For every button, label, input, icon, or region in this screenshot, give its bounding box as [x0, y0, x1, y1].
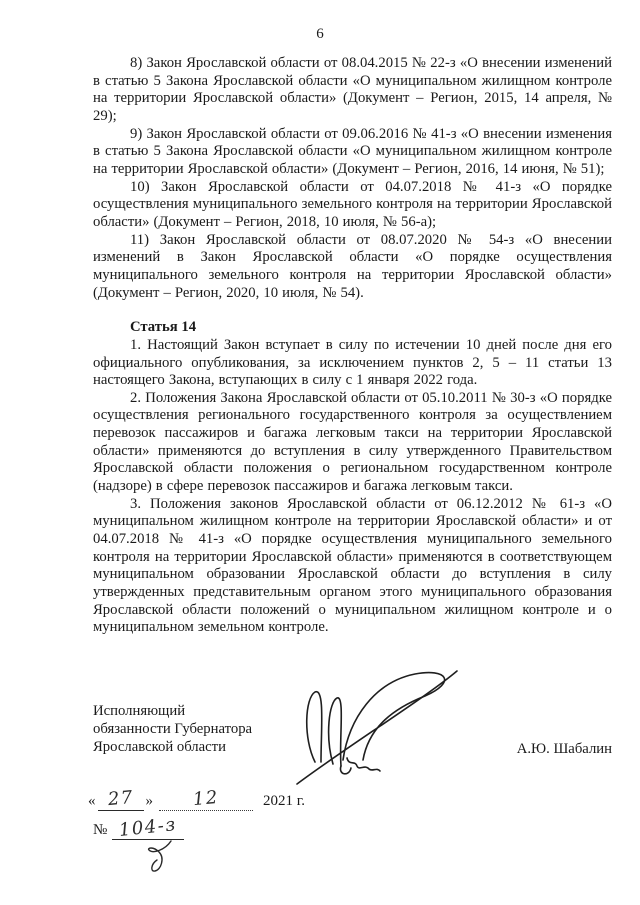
article-clause-3: 3. Положения законов Ярославской области от 06.12.2012 № 61-з «О муниципальном жилищном контроле на территории Ярославской области» и от 04.07.2018 № 41-з «О порядке осуществления муниципального земельного контроля на территории Ярославской области» применяются в соответствующем муниципальном образовании Ярославской области до вступления в силу утвержденных представительным органом этого муниципального образования Ярославской области положений о муниципальном жилищном контроле и о муниципальном земельном контроле.: [93, 495, 612, 636]
date-year: 2021 г.: [263, 793, 305, 809]
article-clause-2: 2. Положения Закона Ярославской области от 05.10.2011 № 30-з «О порядке осуществления регионального государственного контроля за осуществлением перевозок пассажиров и багажа легковым такси на территории Ярославской области» применяются до вступления в силу утвержденного Правительством Ярославской области положения о региональном государственном контроле (надзоре) в сфере перевозок пассажиров и багажа легковым такси.: [93, 389, 612, 495]
date-open-quote: «: [88, 793, 96, 809]
date-close-quote: »: [145, 793, 153, 809]
handwritten-month: 12: [192, 786, 220, 811]
document-body: [93, 55, 612, 637]
signatory-title-line-1: Исполняющий: [93, 703, 186, 719]
handwritten-day: 27: [106, 786, 135, 811]
signatory-title-line-2: обязанности Губернатора: [93, 721, 253, 738]
law-list-item-10: 10) Закон Ярославской области от 04.07.2018 № 41-з «О порядке осуществления муниципального земельного контроля на территории Ярославской области» (Документ – Регион, 2018, 10 июля, № 56-а);: [93, 178, 612, 230]
law-list-item-11: 11) Закон Ярославской области от 08.07.2020 № 54-з «О внесении изменений в Закон Ярославской области «О порядке осуществления муниципального земельного контроля на территории Ярославской области» (Документ – Регион, 2020, 10 июля, № 54).: [93, 231, 612, 301]
law-list-item-8: 8) Закон Ярославской области от 08.04.2015 № 22-з «О внесении изменений в статью 5 Закона Ярославской области «О муниципальном жилищном контроле на территории Ярославской области» (Документ – Регион, 2015, 14 апреля, № 29);: [93, 55, 612, 124]
page-number: 6: [316, 26, 324, 42]
signatory-title-line-3: Ярославской области: [93, 739, 226, 756]
article-heading: Статья 14: [130, 319, 197, 336]
document-number-line: [93, 814, 184, 841]
number-label: №: [93, 822, 108, 838]
law-list-item-9: 9) Закон Ярославской области от 09.06.2016 № 41-з «О внесении изменения в статью 5 Закона Ярославской области «О муниципальном жилищном контроле на территории Ярославской области» (Документ – Регион, 2016, 14 июня, № 51);: [93, 125, 612, 177]
date-month-slot: [159, 786, 253, 811]
signature-block: [93, 702, 612, 757]
number-slot: [112, 814, 184, 841]
ink-flourish-icon: [145, 840, 181, 874]
date-line: [88, 786, 305, 811]
article-clause-1: 1. Настоящий Закон вступает в силу по истечении 10 дней после дня его официального опубликования, за исключением пунктов 2, 5 – 11 статьи 13 настоящего Закона, вступающих в силу с 1 января 2022 года.: [93, 336, 612, 389]
date-day-slot: [98, 786, 144, 811]
signatory-name: А.Ю. Шабалин: [516, 741, 612, 757]
handwritten-number: 104-з: [118, 814, 179, 841]
